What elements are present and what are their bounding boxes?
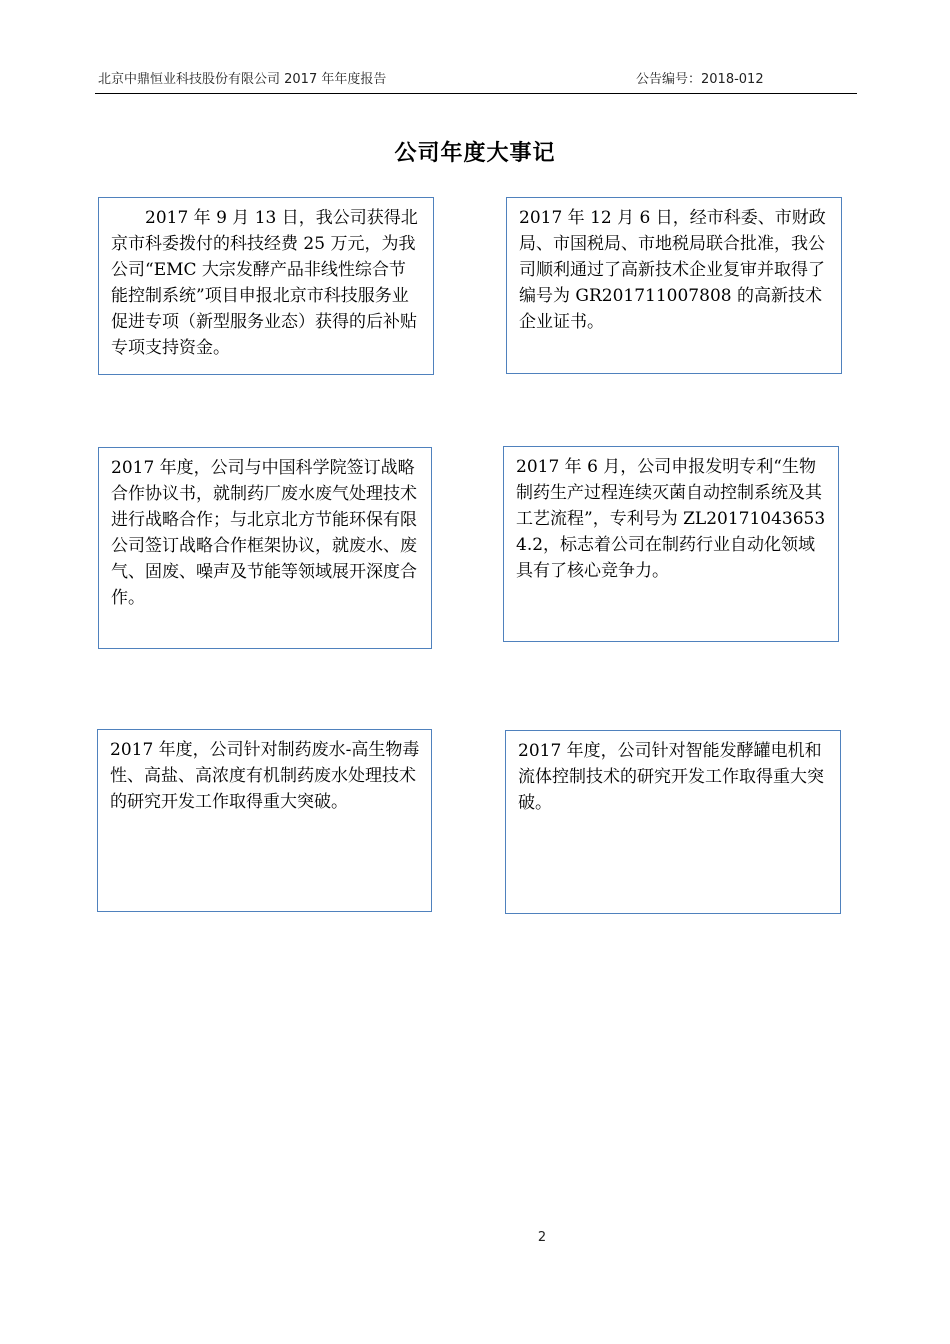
page-number: 2 bbox=[537, 1230, 547, 1245]
event-box-invention-patent: 2017 年 6 月，公司申报发明专利“生物制药生产过程连续灭菌自动控制系统及其工艺流程”，专利号为 ZL201710436534.2，标志着公司在制药行业自动化领域具有了核心竞争力。 bbox=[503, 446, 839, 642]
event-box-wastewater-breakthrough: 2017 年度，公司针对制药废水-高生物毒性、高盐、高浓度有机制药废水处理技术的研究开发工作取得重大突破。 bbox=[97, 729, 432, 912]
event-box-emc-funding: 2017 年 9 月 13 日，我公司获得北京市科委拨付的科技经费 25 万元，为我公司“EMC 大宗发酵产品非线性综合节能控制系统”项目申报北京市科技服务业促进专项（新型服务业态）获得的后补贴专项支持资金。 bbox=[98, 197, 434, 375]
page-title: 公司年度大事记 bbox=[394, 141, 556, 166]
event-box-fermenter-breakthrough: 2017 年度，公司针对智能发酵罐电机和流体控制技术的研究开发工作取得重大突破。 bbox=[505, 730, 841, 914]
header-divider bbox=[95, 93, 857, 94]
report-title-header: 北京中鼎恒业科技股份有限公司 2017 年年度报告 bbox=[98, 72, 387, 87]
event-box-strategic-cooperation: 2017 年度，公司与中国科学院签订战略合作协议书，就制药厂废水废气处理技术进行战略合作；与北京北方节能环保有限公司签订战略合作框架协议，就废水、废气、固废、噪声及节能等领域展开深度合作。 bbox=[98, 447, 432, 649]
event-box-high-tech-certificate: 2017 年 12 月 6 日，经市科委、市财政局、市国税局、市地税局联合批准，我公司顺利通过了高新技术企业复审并取得了编号为 GR201711007808 的高新技术企业证书。 bbox=[506, 197, 842, 374]
announcement-number: 公告编号：2018-012 bbox=[636, 72, 764, 87]
